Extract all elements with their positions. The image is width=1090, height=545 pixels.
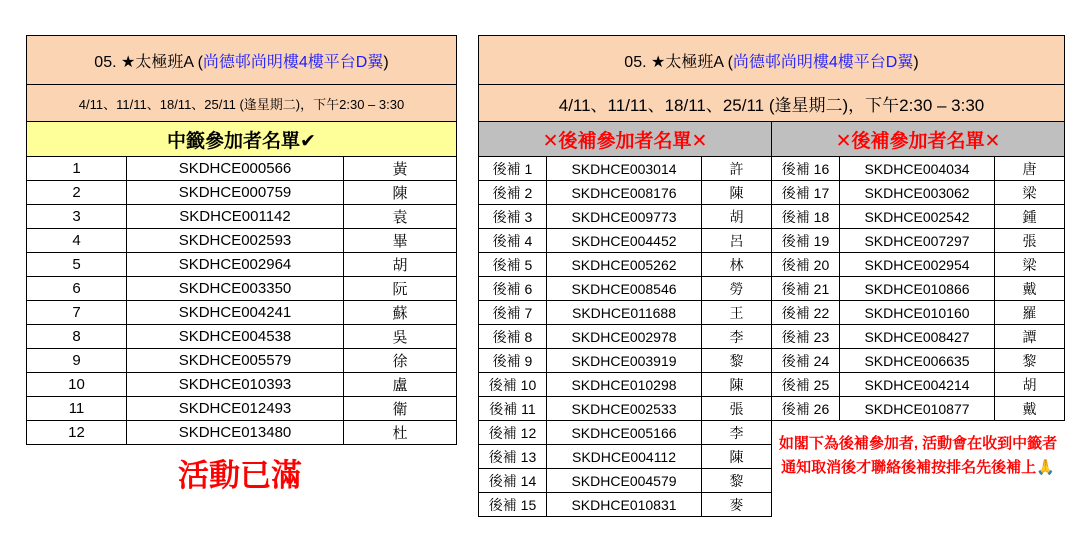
- waitlist-number: 後補 6: [479, 277, 547, 301]
- waitlist-number: 後補 20: [772, 253, 840, 277]
- member-surname: 杜: [344, 421, 457, 445]
- table-row: [479, 253, 1065, 277]
- member-surname: 梁: [995, 253, 1065, 277]
- title-location: 尚德邨尚明樓4樓平台D翼: [202, 53, 384, 71]
- member-surname: 盧: [344, 373, 457, 397]
- table-row: [479, 229, 1065, 253]
- member-id: SKDHCE005579: [127, 349, 344, 373]
- waitlist-number: 後補 24: [772, 349, 840, 373]
- member-surname: 鍾: [995, 205, 1065, 229]
- waitlist-number: 後補 7: [479, 301, 547, 325]
- table-row: [27, 301, 457, 325]
- row-number: 1: [27, 157, 127, 181]
- member-id: SKDHCE010160: [840, 301, 995, 325]
- member-surname: 黃: [344, 157, 457, 181]
- table-row: [479, 349, 1065, 373]
- waitlist-number: 後補 3: [479, 205, 547, 229]
- table-row: [27, 325, 457, 349]
- member-surname: 林: [702, 253, 772, 277]
- member-id: SKDHCE003014: [547, 157, 702, 181]
- member-surname: 黎: [995, 349, 1065, 373]
- member-surname: 黎: [702, 469, 772, 493]
- table-row: [27, 253, 457, 277]
- class-title: [27, 36, 457, 85]
- title-suffix: ): [913, 53, 919, 71]
- table-row: [479, 301, 1065, 325]
- member-surname: 王: [702, 301, 772, 325]
- waitlist-number: 後補 11: [479, 397, 547, 421]
- member-id: SKDHCE010298: [547, 373, 702, 397]
- waitlist-number: 後補 23: [772, 325, 840, 349]
- member-surname: 徐: [344, 349, 457, 373]
- table-row: [27, 373, 457, 397]
- waitlist-number: 後補 13: [479, 445, 547, 469]
- member-surname: 譚: [995, 325, 1065, 349]
- title-prefix: 05. ★太極班A (: [624, 53, 733, 71]
- table-row: [479, 205, 1065, 229]
- table-row: [479, 325, 1065, 349]
- waitlist-number: 後補 1: [479, 157, 547, 181]
- member-id: SKDHCE002978: [547, 325, 702, 349]
- winners-table: [26, 35, 457, 445]
- member-id: SKDHCE004241: [127, 301, 344, 325]
- full-notice: 活動已滿: [178, 458, 302, 493]
- member-surname: 吳: [344, 325, 457, 349]
- table-row: [27, 205, 457, 229]
- table-row: [27, 181, 457, 205]
- table-row: [479, 373, 1065, 397]
- member-surname: 陳: [702, 445, 772, 469]
- member-id: SKDHCE005262: [547, 253, 702, 277]
- waitlist-number: 後補 22: [772, 301, 840, 325]
- member-id: SKDHCE002954: [840, 253, 995, 277]
- waitlist-number: 後補 19: [772, 229, 840, 253]
- waitlist-number: 後補 16: [772, 157, 840, 181]
- waitlist-number: 後補 15: [479, 493, 547, 517]
- member-id: SKDHCE011688: [547, 301, 702, 325]
- waitlist-number: 後補 8: [479, 325, 547, 349]
- member-id: SKDHCE000759: [127, 181, 344, 205]
- member-surname: 呂: [702, 229, 772, 253]
- member-id: SKDHCE004214: [840, 373, 995, 397]
- member-id: SKDHCE008427: [840, 325, 995, 349]
- table-row: [479, 157, 1065, 181]
- class-dates: 4/11、11/11、18/11、25/11 (逢星期二)，下午2:30 – 3:30: [27, 85, 457, 122]
- row-number: 3: [27, 205, 127, 229]
- member-id: SKDHCE008176: [547, 181, 702, 205]
- member-surname: 羅: [995, 301, 1065, 325]
- table-row: [27, 157, 457, 181]
- member-id: SKDHCE004579: [547, 469, 702, 493]
- waitlist-number: 後補 2: [479, 181, 547, 205]
- table-row: [27, 421, 457, 445]
- member-surname: 衛: [344, 397, 457, 421]
- row-number: 10: [27, 373, 127, 397]
- member-id: SKDHCE004452: [547, 229, 702, 253]
- member-id: SKDHCE010877: [840, 397, 995, 421]
- member-surname: 唐: [995, 157, 1065, 181]
- member-id: SKDHCE010393: [127, 373, 344, 397]
- member-id: SKDHCE003919: [547, 349, 702, 373]
- class-dates: 4/11、11/11、18/11、25/11 (逢星期二)，下午2:30 – 3:30: [479, 85, 1065, 122]
- member-id: SKDHCE003350: [127, 277, 344, 301]
- member-id: SKDHCE004538: [127, 325, 344, 349]
- member-surname: 胡: [995, 373, 1065, 397]
- waitlist-number: 後補 21: [772, 277, 840, 301]
- row-number: 7: [27, 301, 127, 325]
- member-id: SKDHCE006635: [840, 349, 995, 373]
- title-location: 尚德邨尚明樓4樓平台D翼: [732, 53, 914, 71]
- waitlist-number: 後補 12: [479, 421, 547, 445]
- waitlist-header-right: ✕後補參加者名單✕: [772, 122, 1065, 157]
- row-number: 12: [27, 421, 127, 445]
- member-surname: 張: [702, 397, 772, 421]
- member-id: SKDHCE007297: [840, 229, 995, 253]
- member-id: SKDHCE012493: [127, 397, 344, 421]
- waitlist-number: 後補 5: [479, 253, 547, 277]
- member-surname: 胡: [344, 253, 457, 277]
- row-number: 5: [27, 253, 127, 277]
- member-surname: 陳: [702, 373, 772, 397]
- table-row: [479, 181, 1065, 205]
- member-id: SKDHCE001142: [127, 205, 344, 229]
- member-surname: 李: [702, 421, 772, 445]
- table-row: [27, 229, 457, 253]
- member-surname: 陳: [344, 181, 457, 205]
- waitlist-number: 後補 4: [479, 229, 547, 253]
- member-surname: 陳: [702, 181, 772, 205]
- member-id: SKDHCE002533: [547, 397, 702, 421]
- member-surname: 梁: [995, 181, 1065, 205]
- member-id: SKDHCE004034: [840, 157, 995, 181]
- member-surname: 勞: [702, 277, 772, 301]
- member-id: SKDHCE004112: [547, 445, 702, 469]
- row-number: 11: [27, 397, 127, 421]
- waitlist-number: 後補 17: [772, 181, 840, 205]
- member-id: SKDHCE010866: [840, 277, 995, 301]
- member-surname: 張: [995, 229, 1065, 253]
- member-surname: 戴: [995, 277, 1065, 301]
- member-id: SKDHCE002593: [127, 229, 344, 253]
- waitlist-number: 後補 25: [772, 373, 840, 397]
- table-row: [479, 397, 1065, 421]
- row-number: 2: [27, 181, 127, 205]
- winners-header: 中籤參加者名單✔: [27, 122, 457, 157]
- member-id: SKDHCE009773: [547, 205, 702, 229]
- member-id: SKDHCE000566: [127, 157, 344, 181]
- class-title: [479, 36, 1065, 85]
- member-surname: 畢: [344, 229, 457, 253]
- member-surname: 黎: [702, 349, 772, 373]
- member-id: SKDHCE005166: [547, 421, 702, 445]
- table-row: [27, 349, 457, 373]
- table-row: [479, 277, 1065, 301]
- waitlist-number: 後補 18: [772, 205, 840, 229]
- waitlist-header-left: ✕後補參加者名單✕: [479, 122, 772, 157]
- member-surname: 麥: [702, 493, 772, 517]
- member-id: SKDHCE010831: [547, 493, 702, 517]
- waitlist-number: 後補 14: [479, 469, 547, 493]
- member-surname: 蘇: [344, 301, 457, 325]
- member-surname: 李: [702, 325, 772, 349]
- row-number: 9: [27, 349, 127, 373]
- table-row: [27, 277, 457, 301]
- waitlist-number: 後補 9: [479, 349, 547, 373]
- member-id: SKDHCE008546: [547, 277, 702, 301]
- row-number: 4: [27, 229, 127, 253]
- waitlist-number: 後補 10: [479, 373, 547, 397]
- winners-body: [27, 157, 457, 445]
- waitlist-number: 後補 26: [772, 397, 840, 421]
- table-row: [27, 397, 457, 421]
- member-id: SKDHCE002964: [127, 253, 344, 277]
- member-surname: 戴: [995, 397, 1065, 421]
- row-number: 6: [27, 277, 127, 301]
- waitlist-note: 如閣下為後補參加者, 活動會在收到中籤者通知取消後才聯絡後補按排名先後補上🙏: [778, 435, 1058, 476]
- member-surname: 胡: [702, 205, 772, 229]
- member-id: SKDHCE002542: [840, 205, 995, 229]
- title-prefix: 05. ★太極班A (: [94, 53, 203, 71]
- member-id: SKDHCE013480: [127, 421, 344, 445]
- member-surname: 阮: [344, 277, 457, 301]
- row-number: 8: [27, 325, 127, 349]
- title-suffix: ): [383, 53, 389, 71]
- member-surname: 許: [702, 157, 772, 181]
- member-surname: 袁: [344, 205, 457, 229]
- member-id: SKDHCE003062: [840, 181, 995, 205]
